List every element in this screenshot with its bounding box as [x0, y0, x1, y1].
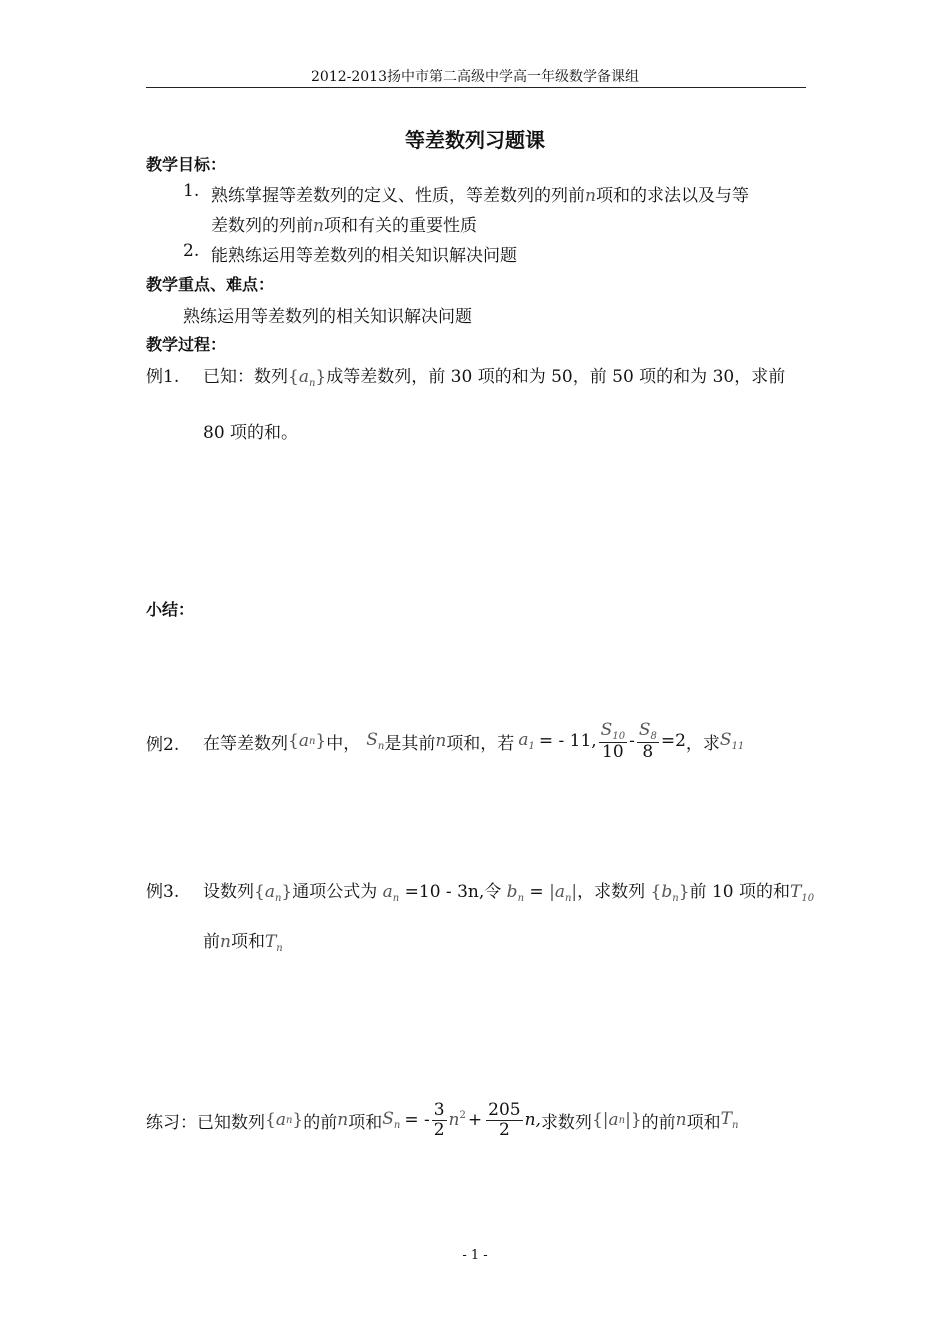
fraction-3-over-2: $\frac{3}{2}$	[433, 1099, 445, 1140]
goal-item-2: 能熟练运用等差数列的相关知识解决问题	[211, 246, 517, 266]
practice-problem: 练习： 已知数列 { a n } 的前 n 项和 $S_n$ = - $\frac{3}{2}$ $n^2$ + $\frac{205}{2}$ n, 求数列 { | a n | } 的前 n 项和 $T_n$	[146, 1099, 739, 1140]
example-2-label: 例2.	[146, 735, 180, 755]
example-3-line-1: 设数列$\{a_n\}$通项公式为 $a_n =10 - 3n$,令 $b_n = |a_n|$，求数列 $\{b_n\}$前 10 项的和$T_{10}$	[203, 882, 815, 904]
example-3-label: 例3.	[146, 882, 180, 902]
header-divider	[146, 87, 806, 88]
var-n: n	[313, 216, 324, 236]
key-points-text: 熟练运用等差数列的相关知识解决问题	[183, 307, 472, 327]
goal-item-1-line-1: 熟练掌握等差数列的定义、性质，等差数列的列前n项和的求法以及与等	[211, 186, 749, 206]
document-title: 等差数列习题课	[405, 128, 545, 152]
example-1-line-2: 80 项的和。	[203, 423, 299, 443]
fraction-s10-over-10: $\frac{S_{10}}{10}$	[600, 719, 626, 762]
page-number: - 1 -	[462, 1248, 488, 1263]
goal-item-1-number: 1.	[183, 181, 200, 201]
page-header: 2012-2013扬中市第二高级中学高一年级数学备课组	[311, 69, 639, 85]
example-3-line-2: 前n项和$T_n$	[203, 932, 283, 954]
example-1-label: 例1.	[146, 367, 180, 387]
example-1-line-1: 已知：数列$\{a_n\}$成等差数列，前 30 项的和为 50，前 50 项的和为 30，求前	[203, 367, 786, 389]
fraction-s8-over-8: $\frac{S_8}{8}$	[638, 719, 657, 762]
summary-heading: 小结：	[146, 600, 195, 619]
process-heading: 教学过程：	[146, 335, 227, 354]
fraction-205-over-2: $\frac{205}{2}$	[488, 1099, 521, 1140]
goal-item-2-number: 2.	[183, 241, 200, 261]
key-points-heading: 教学重点、难点：	[146, 275, 275, 294]
var-n: n	[585, 186, 596, 206]
goals-heading: 教学目标：	[146, 155, 227, 174]
example-2-text: 在等差数列 { a n } 中， $S_n$ 是其前 n 项和，若 $a_1$ = - 11, $\frac{S_{10}}{10}$ - $\frac{S_8}{8}$ =2 ，求 $S_{11}$	[203, 719, 745, 762]
goal-item-1-line-2: 差数列的列前n项和有关的重要性质	[211, 216, 477, 236]
